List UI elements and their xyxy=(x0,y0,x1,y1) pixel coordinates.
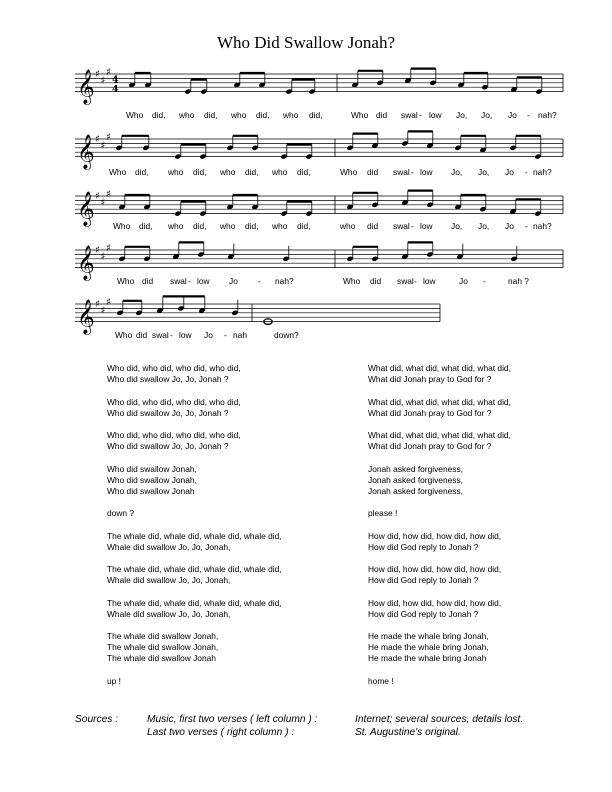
lyric-syllable: nah? xyxy=(533,221,552,231)
lyric-syllable: did, xyxy=(204,110,218,120)
lyric-syllable: did, xyxy=(245,221,259,231)
lyric-syllable: swal xyxy=(397,276,414,286)
lyric-syllable: who xyxy=(340,221,356,231)
lyric-syllable: who xyxy=(168,167,184,177)
lyric-syllable: low xyxy=(423,276,436,286)
verse-line: How did, how did, how did, how did, xyxy=(368,597,502,608)
verse-left-7 xyxy=(107,564,347,586)
lyric-syllable: who xyxy=(179,110,195,120)
lyric-syllable: swal xyxy=(401,110,418,120)
lyric-syllable: who xyxy=(168,221,184,231)
lyric-syllable: Who xyxy=(113,221,131,231)
sharp-icon: ♯ xyxy=(100,75,106,87)
verse-line: Whale did swallow Jo, Jo, Jonah, xyxy=(107,541,231,552)
sharp-icon: ♯ xyxy=(95,299,100,310)
sharp-icon: ♯ xyxy=(106,66,111,78)
verse-line: down ? xyxy=(107,508,135,518)
verse-line: What did, what did, what did, what did, xyxy=(368,430,511,440)
lyric-syllable: Who xyxy=(343,276,361,286)
verse-left-4 xyxy=(107,464,347,497)
verse-line: Whale did swallow Jo, Jo, Jonah, xyxy=(107,575,231,585)
lyric-syllable: nah ? xyxy=(508,276,529,286)
verse-line: Who did swallow Jo, Jo, Jonah ? xyxy=(107,441,229,451)
treble-clef-icon: 𝄞 xyxy=(77,191,95,227)
lyric-syllable: did, xyxy=(193,167,207,177)
lyric-syllable: Jo, xyxy=(478,167,490,177)
lyric-syllable: Jo, xyxy=(456,110,468,120)
lyric-syllable: Jo, xyxy=(451,221,463,231)
lyric-syllable: low xyxy=(179,330,192,340)
verses-right-column xyxy=(368,363,588,698)
lyric-syllable: Jo, xyxy=(481,110,493,120)
lyric-syllable: Who xyxy=(115,330,133,340)
verse-line: How did, how did, how did, how did, xyxy=(368,530,502,541)
verse-line: Who did, who did, who did, who did, xyxy=(107,430,241,440)
lyric-syllable: Jo, xyxy=(478,221,490,231)
verse-right-9 xyxy=(368,631,588,664)
lyric-syllable: Jo xyxy=(459,276,468,286)
song-title: Who Did Swallow Jonah? xyxy=(216,33,395,52)
lyric-syllable: did, xyxy=(245,167,259,177)
lyric-syllable: Jo xyxy=(505,167,514,177)
treble-clef-icon: 𝄞 xyxy=(77,69,95,105)
lyric-syllable: - xyxy=(411,221,414,231)
lyric-syllable: Who xyxy=(126,110,144,120)
verse-line: What did Jonah pray to God for ? xyxy=(368,407,492,418)
verse-right-8 xyxy=(368,598,588,620)
lyric-syllable: did xyxy=(142,276,154,286)
lyric-syllable: swal xyxy=(170,276,187,286)
lyric-syllable: low xyxy=(197,276,210,286)
lyric-syllable: Jo, xyxy=(451,167,463,177)
lyric-syllable: Jo xyxy=(505,221,514,231)
verse-line: please ! xyxy=(368,508,398,518)
lyric-syllable: did, xyxy=(139,221,153,231)
lyric-syllable: - xyxy=(414,276,417,286)
verse-line: Whale did swallow Jo, Jo, Jonah, xyxy=(107,608,231,619)
verse-line: Jonah asked forgiveness, xyxy=(368,474,463,485)
verse-right-3 xyxy=(368,430,588,452)
lyric-syllable: Jo xyxy=(229,276,238,286)
lyric-syllable: did xyxy=(367,221,379,231)
time-signature-top: 4 xyxy=(112,74,119,86)
verse-line: Jonah asked forgiveness, xyxy=(368,463,463,474)
treble-clef-icon: 𝄞 xyxy=(77,245,95,281)
lyric-syllable: - xyxy=(411,167,414,177)
verse-line: The whale did swallow Jonah, xyxy=(107,642,219,652)
verse-right-10 xyxy=(368,676,588,687)
sources-label: Sources : xyxy=(75,714,119,725)
treble-clef-icon: 𝄞 xyxy=(77,299,95,335)
lyric-syllable: - xyxy=(170,330,173,340)
verse-left-1 xyxy=(107,363,347,385)
treble-clef-icon: 𝄞 xyxy=(77,134,95,170)
lyric-syllable: did, xyxy=(297,221,311,231)
verse-right-7 xyxy=(368,564,588,586)
verse-line: home ! xyxy=(368,675,394,686)
sharp-icon: ♯ xyxy=(100,305,106,317)
sharp-icon: ♯ xyxy=(106,296,111,308)
verse-right-5 xyxy=(368,508,588,519)
verse-line: What did, what did, what did, what did, xyxy=(368,396,511,407)
lyric-syllable: who xyxy=(272,167,288,177)
verse-line: He made the whale bring Jonah, xyxy=(368,631,489,641)
verse-line: Who did swallow Jonah, xyxy=(107,474,197,485)
verse-line: What did, what did, what did, what did, xyxy=(368,363,511,373)
verse-line: How did God reply to Jonah ? xyxy=(368,575,479,585)
verse-line: How did God reply to Jonah ? xyxy=(368,541,479,552)
sharp-icon: ♯ xyxy=(100,251,106,263)
lyric-syllable: Jo xyxy=(204,330,213,340)
verse-left-9 xyxy=(107,631,347,664)
verse-line: He made the whale bring Jonah, xyxy=(368,642,489,652)
lyric-syllable: did xyxy=(370,276,382,286)
lyric-syllable: - xyxy=(527,110,530,120)
lyric-syllable: - xyxy=(224,330,227,340)
sheet-music xyxy=(0,0,612,350)
lyric-syllable: - xyxy=(525,221,528,231)
verse-left-8 xyxy=(107,598,347,620)
lyric-syllable: nah? xyxy=(538,110,557,120)
lyric-syllable: nah? xyxy=(533,167,552,177)
lyric-syllable: nah? xyxy=(275,276,294,286)
lyric-syllable: - xyxy=(419,110,422,120)
lyric-syllable: Who xyxy=(351,110,369,120)
sources-row2-label: Last two verses ( right column ) : xyxy=(147,727,295,738)
lyric-syllable: Who xyxy=(109,167,127,177)
verse-line: Who did, who did, who did, who did, xyxy=(107,363,241,373)
lyric-syllable: did, xyxy=(309,110,323,120)
sharp-icon: ♯ xyxy=(95,69,100,80)
lyric-syllable: did xyxy=(367,167,379,177)
verse-line: How did God reply to Jonah ? xyxy=(368,608,479,619)
lyric-syllable: low xyxy=(429,110,442,120)
lyric-syllable: did, xyxy=(152,110,166,120)
verse-line: How did, how did, how did, how did, xyxy=(368,564,502,574)
sources-row1-value: Internet; several sources, details lost. xyxy=(355,714,524,725)
lyric-syllable: low xyxy=(420,167,433,177)
verse-right-4 xyxy=(368,464,588,497)
sharp-icon: ♯ xyxy=(100,140,106,152)
lyric-syllable: who xyxy=(220,167,236,177)
verse-line: The whale did swallow Jonah, xyxy=(107,631,219,641)
sharp-icon: ♯ xyxy=(95,245,100,256)
sharp-icon: ♯ xyxy=(100,197,106,209)
lyric-syllable: did, xyxy=(256,110,270,120)
lyric-syllable: did, xyxy=(193,221,207,231)
verse-line: Jonah asked forgiveness, xyxy=(368,485,463,496)
lyric-syllable: who xyxy=(283,110,299,120)
lyric-syllable: who xyxy=(231,110,247,120)
sharp-icon: ♯ xyxy=(106,188,111,200)
sources-row2-value: St. Augustine's original. xyxy=(355,727,461,738)
sharp-icon: ♯ xyxy=(106,242,111,254)
sharp-icon: ♯ xyxy=(95,191,100,202)
lyric-syllable: did xyxy=(376,110,388,120)
verse-right-6 xyxy=(368,531,588,553)
verse-line: The whale did, whale did, whale did, whale did, xyxy=(107,564,282,574)
verse-right-1 xyxy=(368,363,588,385)
verse-line: Who did, who did, who did, who did, xyxy=(107,396,241,407)
lyric-syllable: Jo xyxy=(508,110,517,120)
lyric-syllable: Who xyxy=(340,167,358,177)
lyric-syllable: low xyxy=(420,221,433,231)
lyric-syllable: - xyxy=(188,276,191,286)
verse-right-2 xyxy=(368,397,588,419)
verse-line: What did Jonah pray to God for ? xyxy=(368,441,492,451)
verse-left-3 xyxy=(107,430,347,452)
verse-left-5 xyxy=(107,508,347,519)
lyric-syllable: nah xyxy=(233,330,247,340)
lyric-syllable: did, xyxy=(297,167,311,177)
lyric-syllable: - xyxy=(525,167,528,177)
lyric-syllable: swal xyxy=(393,221,410,231)
sharp-icon: ♯ xyxy=(106,131,111,143)
verse-left-10 xyxy=(107,676,347,687)
lyric-syllable: down? xyxy=(274,330,299,340)
lyric-syllable: - xyxy=(483,276,486,286)
verse-line: What did Jonah pray to God for ? xyxy=(368,374,492,384)
lyric-syllable: did, xyxy=(135,167,149,177)
time-signature-bottom: 4 xyxy=(112,83,119,95)
verses-left-column xyxy=(107,363,347,698)
verse-left-2 xyxy=(107,397,347,419)
verse-line: The whale did, whale did, whale did, whale did, xyxy=(107,530,282,541)
verse-line: Who did swallow Jonah, xyxy=(107,463,197,474)
sources-row1-label: Music, first two verses ( left column ) : xyxy=(147,714,318,725)
lyric-syllable: swal xyxy=(152,330,169,340)
verse-line: Who did swallow Jonah xyxy=(107,485,195,496)
verse-line: He made the whale bring Jonah xyxy=(368,653,487,663)
lyric-syllable: Who xyxy=(117,276,135,286)
sharp-icon: ♯ xyxy=(95,134,100,145)
verse-line: The whale did, whale did, whale did, whale did, xyxy=(107,597,282,608)
lyric-syllable: who xyxy=(220,221,236,231)
verse-line: up ! xyxy=(107,675,121,686)
lyric-syllable: - xyxy=(258,276,261,286)
lyric-syllable: swal xyxy=(393,167,410,177)
verse-left-6 xyxy=(107,531,347,553)
verse-line: The whale did swallow Jonah xyxy=(107,653,216,663)
lyric-syllable: who xyxy=(272,221,288,231)
verse-line: Who did swallow Jo, Jo, Jonah ? xyxy=(107,374,229,384)
lyric-syllable: did xyxy=(136,330,148,340)
verse-line: Who did swallow Jo, Jo, Jonah ? xyxy=(107,407,229,418)
